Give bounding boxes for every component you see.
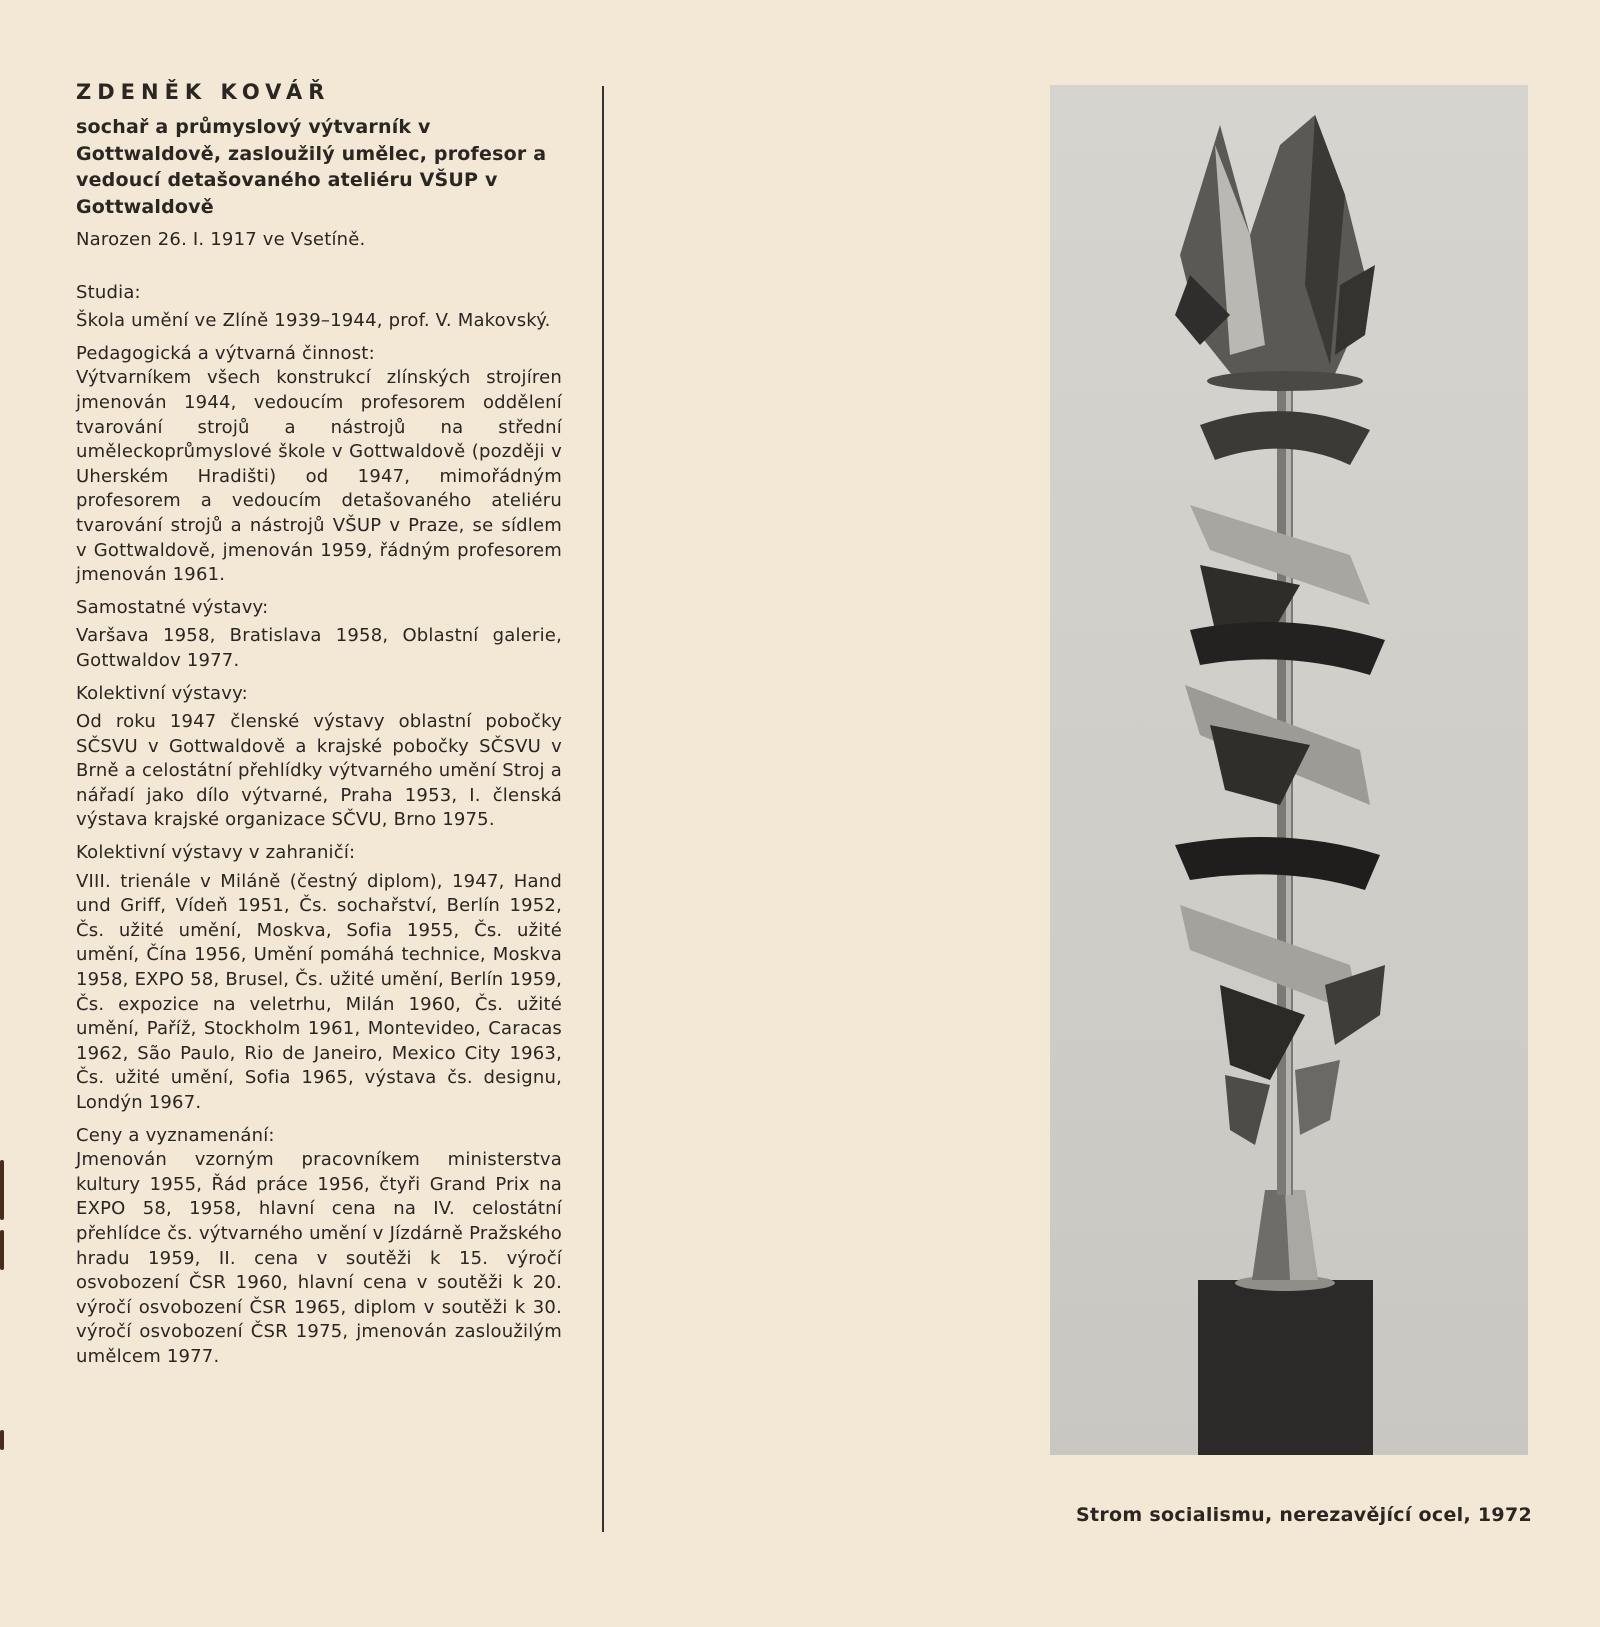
section-heading: Pedagogická a výtvarná činnost:	[76, 342, 375, 364]
birth-info: Narozen 26. I. 1917 ve Vsetíně.	[76, 229, 366, 250]
section-heading: Samostatné výstavy:	[76, 596, 269, 618]
sculpture-blade	[1295, 1060, 1340, 1135]
sculpture-illustration	[1050, 85, 1528, 1455]
artist-name: ZDENĚK KOVÁŘ	[76, 80, 331, 104]
binding-mark	[0, 1160, 4, 1220]
photo-caption: Strom socialismu, nerezavějící ocel, 1972	[1075, 1504, 1532, 1526]
section-body: Jmenován vzorným pracovníkem ministerstva kultury 1955, Řád práce 1956, čtyři Grand Prix na EXPO 58, 1958, hlavní cena na IV. celostátní přehlídce čs. výtvarného umění v Jízdárně Pražského hradu 1959, II. cena v soutěži k 15. výročí osvobození ČSR 1960, hlavní cena v soutěži k 20. výročí osvobození ČSR 1965, diplom v soutěži k 30. výročí osvobození ČSR 1975, jmenován zasloužilým umělcem 1977.	[76, 1149, 562, 1367]
section-body: Od roku 1947 členské výstavy oblastní pobočky SČSVU v Gottwaldově a krajské pobočky SČSVU v Brně a celostátní přehlídky výtvarného umění Stroj a nářadí jako dílo výtvarné, Praha 1953, I. členská výstava krajské organizace SČVU, Brno 1975.	[76, 711, 562, 831]
section-zahranici	[76, 841, 562, 1116]
section-body: Škola umění ve Zlíně 1939–1944, prof. V. Makovský.	[76, 310, 551, 332]
section-heading: Kolektivní výstavy:	[76, 682, 248, 704]
section-body: Výtvarníkem všech konstrukcí zlínských strojíren jmenován 1944, vedoucím profesorem oddělení tvarování strojů a nástrojů na střední uměleckoprůmyslové škole v Gottwaldově (později v Uherském Hradišti) od 1947, mimořádným profesorem a vedoucím detašovaného ateliéru tvarování strojů a nástrojů VŠUP v Praze, se sídlem v Gottwaldově, jmenován 1959, řádným profesorem jmenován 1961.	[76, 367, 562, 586]
section-body: VIII. trienále v Miláně (čestný diplom), 1947, Hand und Griff, Vídeň 1951, Čs. sochařství, Berlín 1952, Čs. užité umění, Moskva, Sofia 1955, Čs. užité umění, Čína 1956, Umění pomáhá technice, Moskva 1958, EXPO 58, Brusel, Čs. užité umění, Berlín 1959, Čs. expozice na veletrhu, Milán 1960, Čs. užité umění, Paříž, Stockholm 1961, Montevideo, Caracas 1962, São Paulo, Rio de Janeiro, Mexico City 1963, Čs. užité umění, Sofia 1965, výstava čs. designu, Londýn 1967.	[76, 870, 562, 1113]
section-samostatne-vystavy	[76, 596, 562, 674]
artist-subtitle: sochař a průmyslový výtvarník v Gottwaldově, zasloužilý umělec, profesor a vedoucí detašovaného ateliéru VŠUP v Gottwaldově	[76, 116, 547, 218]
section-heading: Studia:	[76, 281, 141, 303]
sculpture-blade	[1225, 1075, 1270, 1145]
biography-column	[76, 78, 562, 1378]
section-heading: Kolektivní výstavy v zahraničí:	[76, 842, 356, 864]
section-ceny	[76, 1124, 562, 1370]
section-heading: Ceny a vyznamenání:	[76, 1124, 275, 1146]
binding-mark	[0, 1230, 4, 1270]
section-body: Varšava 1958, Bratislava 1958, Oblastní galerie, Gottwaldov 1977.	[76, 625, 562, 671]
binding-mark	[0, 1430, 4, 1450]
sculpture-photo	[1050, 85, 1528, 1455]
sculpture-crown-ring	[1207, 371, 1363, 391]
column-divider	[602, 86, 604, 1532]
sculpture-base-highlight	[1285, 1190, 1318, 1280]
section-kolektivni-vystavy	[76, 682, 562, 834]
section-pedagogika	[76, 342, 562, 588]
sculpture-plinth	[1198, 1280, 1373, 1455]
section-studia	[76, 281, 562, 334]
